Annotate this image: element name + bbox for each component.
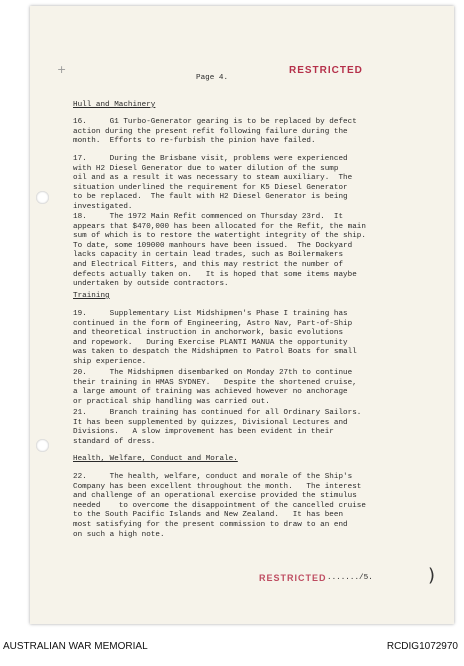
- section-heading-health: Health, Welfare, Conduct and Morale.: [73, 455, 238, 463]
- page-number: Page 4.: [196, 74, 229, 82]
- restricted-stamp-bottom: RESTRICTED: [259, 573, 327, 583]
- archive-credit: AUSTRALIAN WAR MEMORIAL: [3, 641, 148, 652]
- restricted-stamp: RESTRICTED: [289, 65, 363, 76]
- punch-hole: [36, 439, 49, 452]
- paragraph-16: 16. G1 Turbo-Generator gearing is to be replaced by defect action during the present refit following failure during the month. Efforts to re-furbish the pinion have failed.: [73, 118, 357, 146]
- paragraph-20: 20. The Midshipmen disembarked on Monday 27th to continue their training in HMAS SYDNEY. Despite the shortened cruise, a large amount of training was achieved however no anchorage or practical ship handling was carried out.: [73, 369, 357, 406]
- paragraph-17: 17. During the Brisbane visit, problems were experienced with H2 Diesel Generator due to water dilution of the sump oil and as a result it was necessary to steam auxiliary. The situation underlined the requirement for K5 Diesel Generator to be replaced. The fault with H2 Diesel Generator is being investigated.: [73, 155, 353, 211]
- archive-id: RCDIG1072970: [386, 641, 458, 652]
- paragraph-22: 22. The health, welfare, conduct and morale of the Ship's Company has been excellent throughout the month. The interest and challenge of an operational exercise provided the stimulus needed to overcome the disappointment of the cancelled cruise to the South Pacific Islands and New Zealand. It has been most satisfying for the present commission to draw to an end on such a high note.: [73, 473, 366, 539]
- paragraph-19: 19. Supplementary List Midshipmen's Phase I training has continued in the form of Engineering, Astro Nav, Part-of-Ship and theoretical instruction in anchorwork, basic evolutions and ropework. During Exercise PLANTI MANUA the opportunity was taken to despatch the Midshipmen to Patrol Boats for small ship experience.: [73, 310, 357, 366]
- continuation-marker: ......./5.: [327, 574, 373, 582]
- paragraph-21: 21. Branch training has continued for all Ordinary Sailors. It has been supplemented by quizzes, Divisional Lectures and Divisions. A slow improvement has been evident in their standard of dress.: [73, 409, 362, 446]
- corner-mark-icon: +: [57, 63, 67, 76]
- paragraph-18: 18. The 1972 Main Refit commenced on Thursday 23rd. It appears that $470,000 has been allocated for the Refit, the main sum of which is to restore the watertight integrity of the ship. To date, some 109000 manhours have been issued. The Dockyard lacks capacity in certain lead trades, such as Boilermakers and Electrical Fitters, and this may restrict the number of defects actually taken on. It is hoped that some items maybe undertaken by outside contractors.: [73, 213, 366, 289]
- punch-hole: [36, 191, 49, 204]
- bracket-mark-icon: ): [428, 565, 436, 586]
- section-heading-training: Training: [73, 292, 110, 300]
- section-heading-hull: Hull and Machinery: [73, 101, 156, 109]
